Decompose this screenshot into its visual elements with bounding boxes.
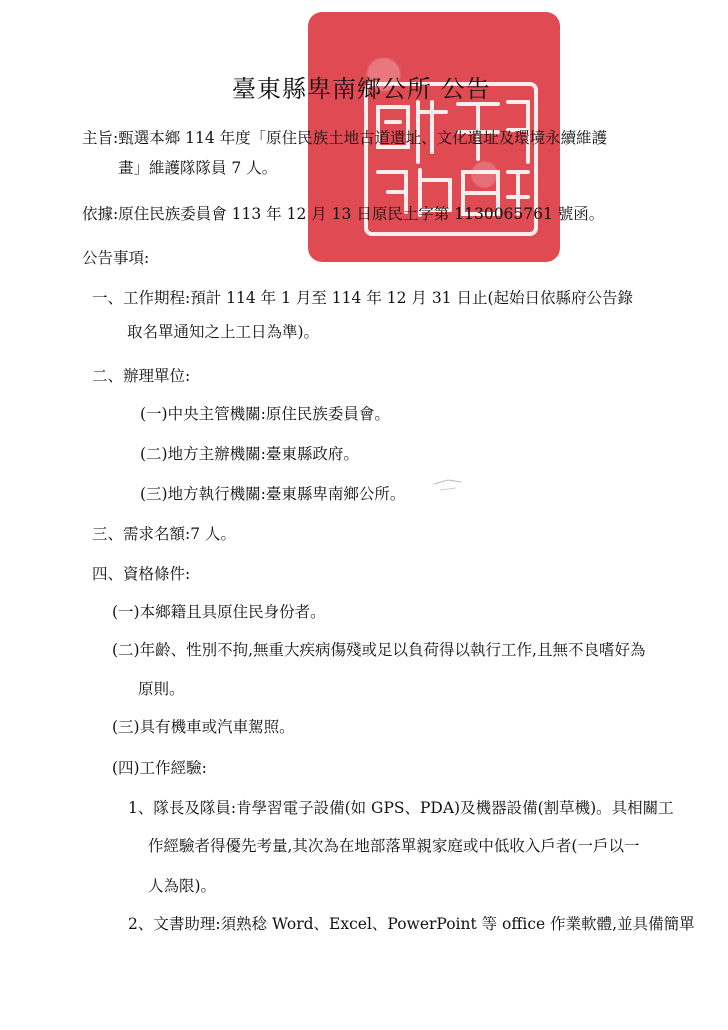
condition-1: (一)本鄉籍且具原住民身份者。 xyxy=(112,603,326,621)
item1-line-2: 取名單通知之上工日為準)。 xyxy=(127,323,320,341)
item2-sub-2: (二)地方主辦機關:臺東縣政府。 xyxy=(140,445,359,463)
notice-heading: 公告事項: xyxy=(82,249,150,267)
experience-2-line-1: 2、文書助理:須熟稔 Word、Excel、PowerPoint 等 office 作業軟體,並具備簡單 xyxy=(128,915,695,933)
condition-2-line-2: 原則。 xyxy=(138,680,185,698)
condition-3: (三)具有機車或汽車駕照。 xyxy=(112,718,295,736)
experience-1-line-3: 人為限)。 xyxy=(148,877,217,895)
item4-heading: 四、資格條件: xyxy=(92,565,191,583)
condition-2-line-1: (二)年齡、性別不拘,無重大疾病傷殘或足以負荷得以執行工作,且無不良嗜好為 xyxy=(112,641,646,659)
item2-sub-1: (一)中央主管機關:原住民族委員會。 xyxy=(140,405,390,423)
condition-4-heading: (四)工作經驗: xyxy=(112,759,207,777)
subject-line-1: 主旨:甄選本鄉 114 年度「原住民族土地古道遺址、文化遺址及環境永續維護 xyxy=(82,129,608,147)
subject-line-2: 畫」維護隊隊員 7 人。 xyxy=(118,159,278,177)
item2-heading: 二、辦理單位: xyxy=(92,367,191,385)
scan-speck xyxy=(430,470,470,494)
experience-1-line-1: 1、隊長及隊員:肯學習電子設備(如 GPS、PDA)及機器設備(割草機)。具相關工 xyxy=(128,799,674,817)
basis-line: 依據:原住民族委員會 113 年 12 月 13 日原民土字第 1130065761 號函。 xyxy=(82,205,605,223)
experience-1-line-2: 作經驗者得優先考量,其次為在地部落單親家庭或中低收入戶者(一戶以一 xyxy=(148,837,640,855)
item3-line: 三、需求名額:7 人。 xyxy=(92,525,237,543)
item2-sub-3: (三)地方執行機關:臺東縣卑南鄉公所。 xyxy=(140,485,406,503)
item1-line-1: 一、工作期程:預計 114 年 1 月至 114 年 12 月 31 日止(起始日依縣府公告錄 xyxy=(92,289,634,307)
page-title: 臺東縣卑南鄉公所 公告 xyxy=(232,75,491,103)
